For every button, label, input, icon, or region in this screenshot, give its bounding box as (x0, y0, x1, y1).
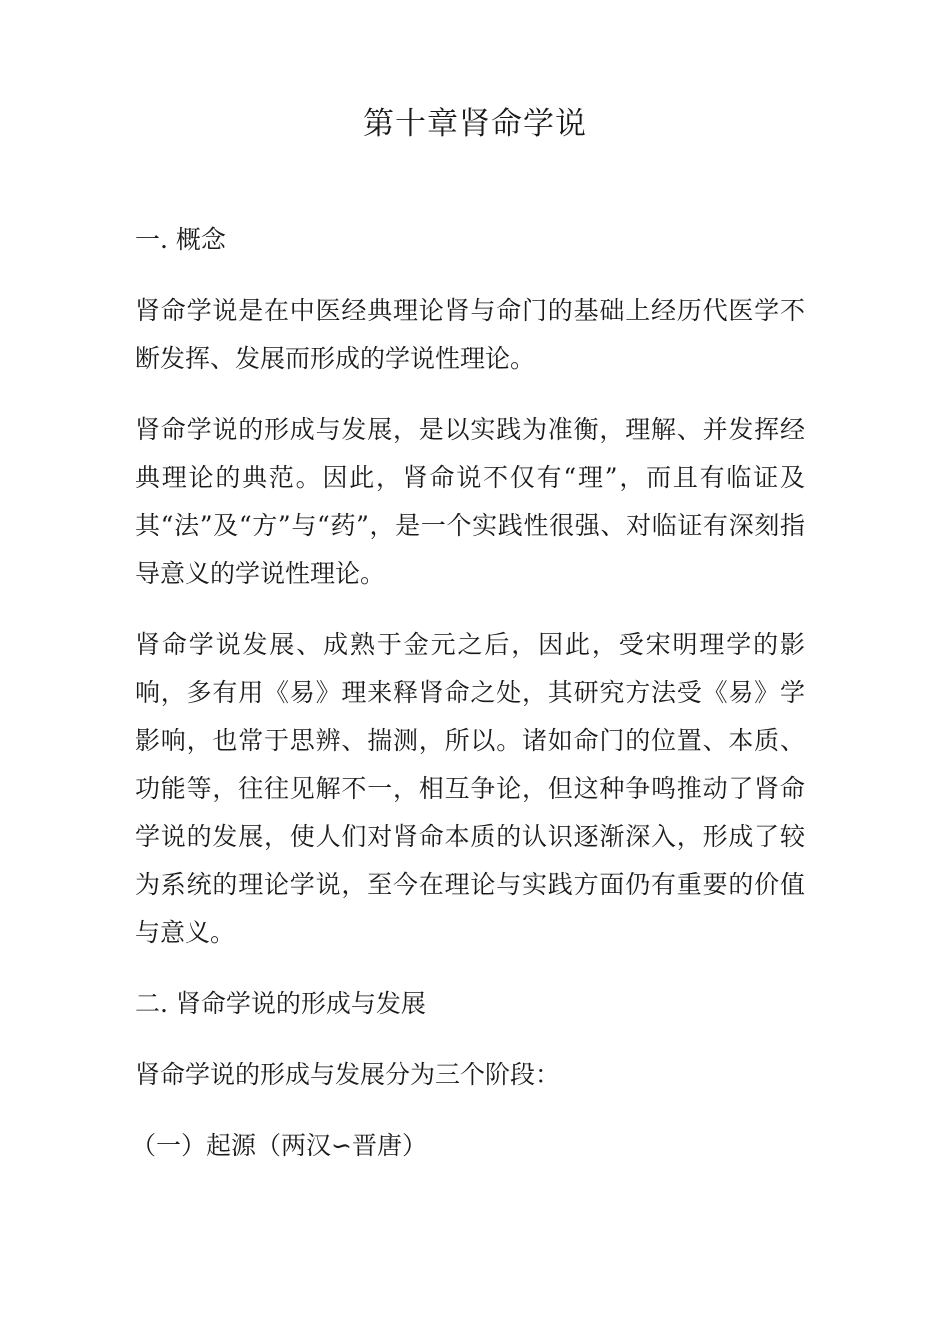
paragraph-definition: 肾命学说是在中医经典理论肾与命门的基础上经历代医学不断发挥、发展而形成的学说性理论。 (135, 296, 805, 373)
section-heading-formation: 二. 肾命学说的形成与发展 (135, 989, 426, 1018)
subheading-origin: （一）起源（两汉∽晋唐） (131, 1131, 427, 1160)
paragraph-development: 肾命学说发展、成熟于金元之后，因此，受宋明理学的影响，多有用《易》理来释肾命之处，其研究方法受《易》学影响，也常于思辨、揣测，所以。诸如命门的位置、本质、功能等，往往见解不一，相互争论，但这种争鸣推动了肾命学说的发展，使人们对肾命本质的认识逐渐深入，形成了较为系统的理论学说，至今在理论与实践方面仍有重要的价值与意义。 (135, 630, 805, 947)
paragraph-practice: 肾命学说的形成与发展，是以实践为准衡，理解、并发挥经典理论的典范。因此，肾命说不仅有“理”，而且有临证及其“法”及“方”与“药”，是一个实践性很强、对临证有深刻指导意义的学说性理论。 (135, 415, 805, 588)
paragraph-stages: 肾命学说的形成与发展分为三个阶段： (135, 1060, 561, 1089)
chapter-title: 第十章肾命学说 (363, 106, 587, 142)
section-heading-concept: 一. 概念 (135, 225, 226, 254)
document-body (131, 216, 805, 1193)
